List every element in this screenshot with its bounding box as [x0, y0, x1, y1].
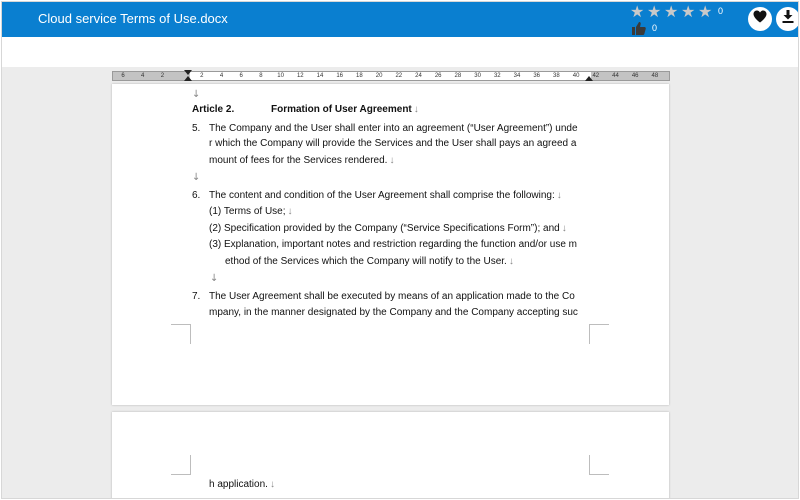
star-icon[interactable]: ★: [664, 1, 679, 21]
ruler-tick-label: 20: [375, 73, 383, 79]
thumbs-up-icon[interactable]: [632, 22, 646, 35]
item-6-subitem-2: (2) Specification provided by the Company (“Service Specifications Form”); and ↓: [209, 223, 567, 234]
ruler-tick-label: 30: [474, 73, 481, 79]
item-5-number: 5.: [192, 123, 201, 134]
article-title: Formation of User Agreement ↓: [271, 104, 419, 115]
rating-count: 0: [718, 5, 724, 16]
ruler-tick-label: 2: [200, 73, 204, 79]
ruler-tick-label: 18: [356, 73, 363, 79]
item-5-line-3: mount of fees for the Services rendered. ↓: [209, 155, 395, 166]
ruler-tick-label: 12: [296, 73, 304, 79]
item-7-line-1: The User Agreement shall be executed by means of an application made to the Co: [209, 291, 575, 302]
document-canvas[interactable]: [2, 67, 799, 499]
ruler-tick-label: 22: [395, 73, 403, 79]
ruler-tick-label: 16: [336, 73, 344, 79]
paragraph-mark: ↓: [210, 273, 219, 284]
star-icon[interactable]: ★: [681, 1, 696, 21]
ruler-tick-label: 40: [572, 73, 580, 79]
ruler-tick-label: 4: [141, 73, 145, 79]
star-rating[interactable]: [630, 3, 723, 19]
margin-corner-bottom-left: [171, 324, 191, 344]
toolbar: [2, 37, 799, 67]
left-indent-marker[interactable]: [184, 76, 192, 81]
item-6-continuation: ethod of the Services which the Company will notify to the User. ↓: [225, 256, 514, 267]
ruler-tick-label: 14: [316, 73, 324, 79]
heart-icon: [753, 10, 767, 28]
item-7-line-2: mpany, in the manner designated by the Company and the Company accepting suc: [209, 307, 578, 318]
item-6-lead: The content and condition of the User Agreement shall comprise the following: ↓: [209, 190, 562, 201]
star-icon[interactable]: ★: [647, 1, 662, 21]
title-bar: [2, 2, 799, 37]
item-5-line-1: The Company and the User shall enter into an agreement (“User Agreement”) unde: [209, 123, 578, 134]
ruler-tick-label: 36: [533, 73, 541, 79]
page-2[interactable]: [112, 412, 669, 499]
star-icon[interactable]: ★: [698, 1, 713, 21]
ruler-tick-label: 24: [415, 73, 422, 79]
ruler-tick-label: 28: [454, 73, 462, 79]
item-6-subitem-3: (3) Explanation, important notes and restriction regarding the function and/or use m: [209, 239, 577, 250]
ruler-tick-label: 8: [259, 73, 263, 79]
ruler-tick-label: 38: [553, 73, 560, 79]
margin-corner-bottom-right: [589, 324, 609, 344]
download-icon: [782, 10, 794, 28]
margin-corner-top-right: [589, 455, 609, 475]
document-title: Cloud service Terms of Use.docx: [38, 11, 228, 26]
ruler-tick-label: 42: [592, 73, 600, 79]
ruler-tick-label: 48: [651, 73, 659, 79]
item-6-subitem-1: (1) Terms of Use; ↓: [209, 206, 293, 217]
item-6-number: 6.: [192, 190, 201, 201]
favorite-button[interactable]: [748, 7, 772, 31]
star-icon[interactable]: ★: [630, 1, 645, 21]
ruler-tick-label: 6: [121, 73, 125, 79]
article-number: Article 2.: [192, 104, 235, 115]
item-7-line-3: h application. ↓: [209, 479, 275, 490]
ruler-tick-label: 10: [277, 73, 284, 79]
ruler-tick-label: 46: [631, 73, 639, 79]
like-count: 0: [652, 23, 658, 33]
right-indent-marker[interactable]: [585, 76, 593, 81]
page-1[interactable]: [112, 84, 669, 405]
item-7-number: 7.: [192, 291, 201, 302]
download-button[interactable]: [776, 7, 799, 31]
ruler-tick-label: 44: [612, 73, 619, 79]
margin-corner-top-left: [171, 455, 191, 475]
ruler-tick-label: 32: [493, 73, 501, 79]
ruler-tick-label: 26: [434, 73, 442, 79]
paragraph-mark: ↓: [192, 172, 201, 183]
app-window: [1, 1, 799, 499]
ruler-tick-label: 2: [160, 73, 165, 79]
like-control[interactable]: [632, 21, 657, 35]
ruler-tick-label: 4: [219, 73, 224, 79]
ruler-tick-label: 6: [239, 73, 243, 79]
paragraph-mark: ↓: [192, 89, 201, 100]
ruler-tick-label: 34: [513, 73, 521, 79]
first-line-indent-marker[interactable]: [184, 70, 192, 75]
item-5-line-2: r which the Company will provide the Services and the User shall pays an agreed a: [209, 138, 577, 149]
